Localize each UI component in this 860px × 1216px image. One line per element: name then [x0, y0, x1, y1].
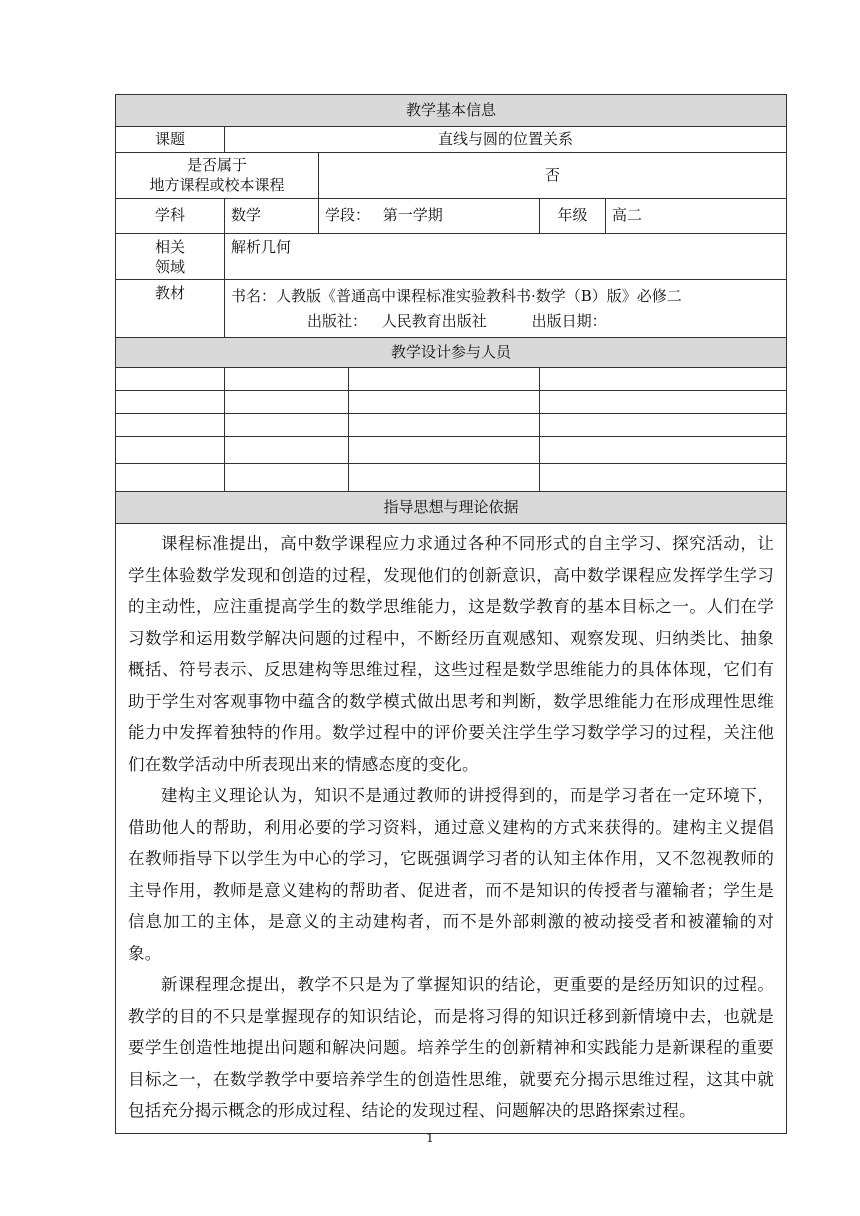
local-course-value: 否 — [319, 153, 787, 199]
theory-header: 指导思想与理论依据 — [116, 492, 787, 524]
participant-cell — [540, 368, 787, 391]
participant-cell — [116, 368, 225, 391]
lesson-info-table — [115, 94, 787, 1134]
stage-value: 第一学期 — [382, 206, 443, 225]
basic-info-header: 教学基本信息 — [116, 95, 787, 127]
participant-cell — [225, 391, 349, 414]
field-label-line1: 相关 — [154, 238, 185, 256]
textbook-label: 教材 — [116, 280, 225, 338]
participant-cell — [540, 414, 787, 437]
participant-cell — [225, 464, 349, 492]
publish-date-label: 出版日期： — [531, 312, 607, 330]
participant-cell — [225, 368, 349, 391]
participant-cell — [349, 414, 540, 437]
participant-cell — [540, 464, 787, 492]
participant-cell — [540, 391, 787, 414]
textbook-title: 书名：人教版《普通高中课程标准实验教科书·数学（B）版》必修二 — [231, 287, 682, 305]
textbook-info — [225, 280, 787, 338]
field-value: 解析几何 — [225, 234, 787, 280]
field-label — [116, 234, 225, 280]
theory-paragraph-1: 课程标准提出，高中数学课程应力求通过各种不同形式的自主学习、探究活动，让学生体验数学发现和创造的过程，发现他们的创新意识，高中数学课程应发挥学生学习的主动性，应注重提高学生的数学思维能力，这是数学教育的基本目标之一。人们在学习数学和运用数学解决问题的过程中，不断经历直观感知、观察发现、归纳类比、抽象概括、符号表示、反思建构等思维过程，这些过程是数学思维能力的具体体现，它们有助于学生对客观事物中蕴含的数学模式做出思考和判断，数学思维能力在形成理性思维能力中发挥着独特的作用。数学过程中的评价要关注学生学习数学学习的过程，关注他们在数学活动中所表现出来的情感态度的变化。 — [128, 534, 775, 774]
participant-row — [116, 391, 787, 414]
grade-label: 年级 — [540, 199, 606, 234]
participant-cell — [349, 464, 540, 492]
field-label-line2: 领域 — [154, 257, 185, 276]
textbook-publisher-line — [231, 309, 780, 334]
local-course-label-line1: 是否属于 — [186, 156, 247, 174]
local-course-label — [116, 153, 319, 199]
topic-label: 课题 — [116, 127, 225, 153]
theory-paragraph-2: 建构主义理论认为，知识不是通过教师的讲授得到的，而是学习者在一定环境下，借助他人的帮助，利用必要的学习资料，通过意义建构的方式来获得的。建构主义提倡在教师指导下以学生为中心的学习，它既强调学习者的认知主体作用，又不忽视教师的主导作用，教师是意义建构的帮助者、促进者，而不是知识的传授者与灌输者；学生是信息加工的主体，是意义的主动建构者，而不是外部刺激的被动接受者和被灌输的对象。 — [128, 786, 775, 963]
grade-value: 高二 — [606, 199, 787, 234]
page-number: 1 — [426, 1131, 434, 1145]
participant-cell — [540, 437, 787, 464]
participant-cell — [349, 391, 540, 414]
local-course-label-line2: 地方课程或校本课程 — [149, 175, 285, 194]
publisher-value: 人民教育出版社 — [381, 312, 487, 330]
participant-cell — [116, 437, 225, 464]
participant-cell — [116, 464, 225, 492]
participant-row — [116, 368, 787, 391]
participant-cell — [225, 414, 349, 437]
stage-label: 学段： — [325, 206, 371, 225]
subject-value: 数学 — [225, 199, 319, 234]
participants-header: 教学设计参与人员 — [116, 338, 787, 368]
participant-cell — [349, 368, 540, 391]
publisher-label: 出版社： — [307, 312, 368, 330]
participant-row — [116, 464, 787, 492]
theory-body — [116, 524, 787, 1134]
participant-row — [116, 437, 787, 464]
subject-label: 学科 — [116, 199, 225, 234]
theory-paragraph-3: 新课程理念提出，教学不只是为了掌握知识的结论，更重要的是经历知识的过程。教学的目的不只是掌握现存的知识结论，而是将习得的知识迁移到新情境中去，也就是要学生创造性地提出问题和解决问题。培养学生的创新精神和实践能力是新课程的重要目标之一，在数学教学中要培养学生的创造性思维，就要充分揭示思维过程，这其中就包括充分揭示概念的形成过程、结论的发现过程、问题解决的思路探索过程。 — [128, 975, 775, 1120]
topic-value: 直线与圆的位置关系 — [225, 127, 787, 153]
participant-cell — [116, 414, 225, 437]
participant-cell — [349, 437, 540, 464]
participant-cell — [116, 391, 225, 414]
participant-cell — [225, 437, 349, 464]
stage-cell — [319, 199, 540, 234]
participant-row — [116, 414, 787, 437]
